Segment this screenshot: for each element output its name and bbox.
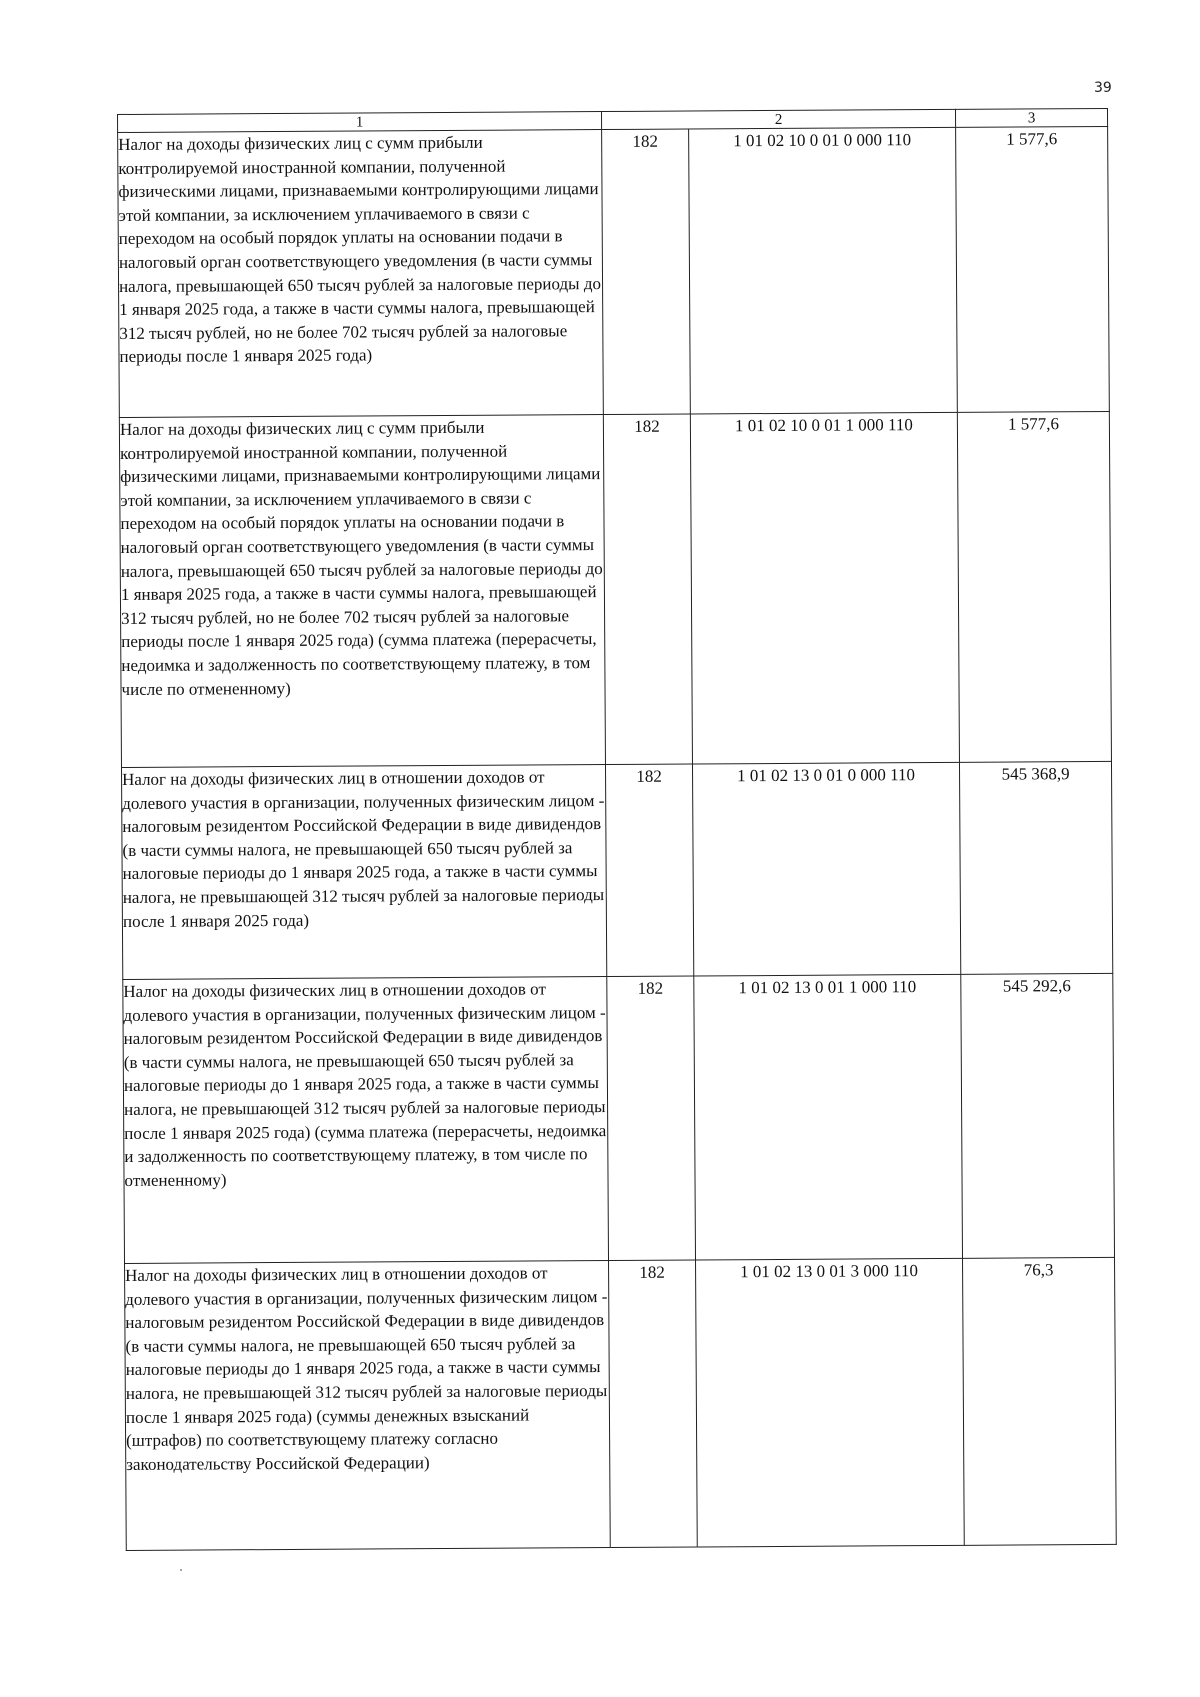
amount: 76,3 xyxy=(963,1257,1117,1545)
budget-classification-code: 1 01 02 10 0 01 1 000 110 xyxy=(690,412,959,764)
income-description: Налог на доходы физических лиц с сумм прибыли контролируемой иностранной компании, полученной физическими лицами, признаваемыми контролирующими лицами этой компании, за исключением уплачиваемого в связи с переходом на особый порядок уплаты на основании подачи в налоговый орган соответствующего уведомления (в части суммы налога, превышающей 650 тысяч рублей за налоговые периоды до 1 января 2025 года, а также в части суммы налога, превышающей 312 тысяч рублей, но не более 702 тысяч рублей за налоговые периоды после 1 января 2025 года) (сумма платежа (перерасчеты, недоимка и задолженность по соответствующему платежу, в том числе по отмененному) xyxy=(119,415,605,768)
column-header-1: 1 xyxy=(118,112,602,133)
table-row xyxy=(119,411,1111,767)
administrator-code: 182 xyxy=(609,1260,698,1548)
income-description: Налог на доходы физических лиц в отношении доходов от долевого участия в организации, полученных физическим лицом - налоговым резидентом Российской Федерации в виде дивидендов (в части суммы налога, не превышающей 650 тысяч рублей за налоговые периоды до 1 января 2025 года, а также в части суммы налога, не превышающей 312 тысяч рублей за налоговые периоды после 1 января 2025 года) (суммы денежных взысканий (штрафов) по соответствующему платежу согласно законодательству Российской Федерации) xyxy=(125,1261,611,1551)
amount: 1 577,6 xyxy=(957,411,1111,762)
scan-artifact-dot xyxy=(180,1569,182,1571)
amount: 545 292,6 xyxy=(961,973,1115,1258)
table-row xyxy=(118,126,1110,417)
page-number: 39 xyxy=(1094,80,1112,96)
budget-classification-code: 1 01 02 13 0 01 0 000 110 xyxy=(692,762,960,976)
amount: 1 577,6 xyxy=(956,126,1110,412)
table-row xyxy=(125,1257,1117,1550)
budget-classification-code: 1 01 02 13 0 01 1 000 110 xyxy=(694,974,963,1260)
budget-classification-code: 1 01 02 13 0 01 3 000 110 xyxy=(696,1258,965,1547)
administrator-code: 182 xyxy=(603,414,692,765)
administrator-code: 182 xyxy=(602,129,691,415)
table-row xyxy=(121,761,1112,979)
income-description: Налог на доходы физических лиц в отношении доходов от долевого участия в организации, полученных физическим лицом - налоговым резидентом Российской Федерации в виде дивидендов (в части суммы налога, не превышающей 650 тысяч рублей за налоговые периоды до 1 января 2025 года, а также в части суммы налога, не превышающей 312 тысяч рублей за налоговые периоды после 1 января 2025 года) (сумма платежа (перерасчеты, недоимка и задолженность по соответствующему платежу, в том числе по отмененному) xyxy=(123,977,609,1264)
budget-revenue-table xyxy=(117,108,1117,1551)
column-header-3: 3 xyxy=(955,108,1107,127)
administrator-code: 182 xyxy=(605,764,693,977)
table-row xyxy=(123,973,1115,1263)
budget-classification-code: 1 01 02 10 0 01 0 000 110 xyxy=(689,127,958,414)
income-description: Налог на доходы физических лиц с сумм прибыли контролируемой иностранной компании, полученной физическими лицами, признаваемыми контролирующими лицами этой компании, за исключением уплачиваемого в связи с переходом на особый порядок уплаты на основании подачи в налоговый орган соответствующего уведомления (в части суммы налога, превышающей 650 тысяч рублей за налоговые периоды до 1 января 2025 года, а также в части суммы налога, превышающей 312 тысяч рублей, но не более 702 тысяч рублей за налоговые периоды после 1 января 2025 года) xyxy=(118,130,604,418)
amount: 545 368,9 xyxy=(959,761,1112,974)
administrator-code: 182 xyxy=(607,976,696,1261)
column-header-2: 2 xyxy=(601,109,955,129)
income-description: Налог на доходы физических лиц в отношении доходов от долевого участия в организации, полученных физическим лицом - налоговым резидентом Российской Федерации в виде дивидендов (в части суммы налога, не превышающей 650 тысяч рублей за налоговые периоды до 1 января 2025 года, а также в части суммы налога, не превышающей 312 тысяч рублей за налоговые периоды после 1 января 2025 года) xyxy=(121,765,606,980)
